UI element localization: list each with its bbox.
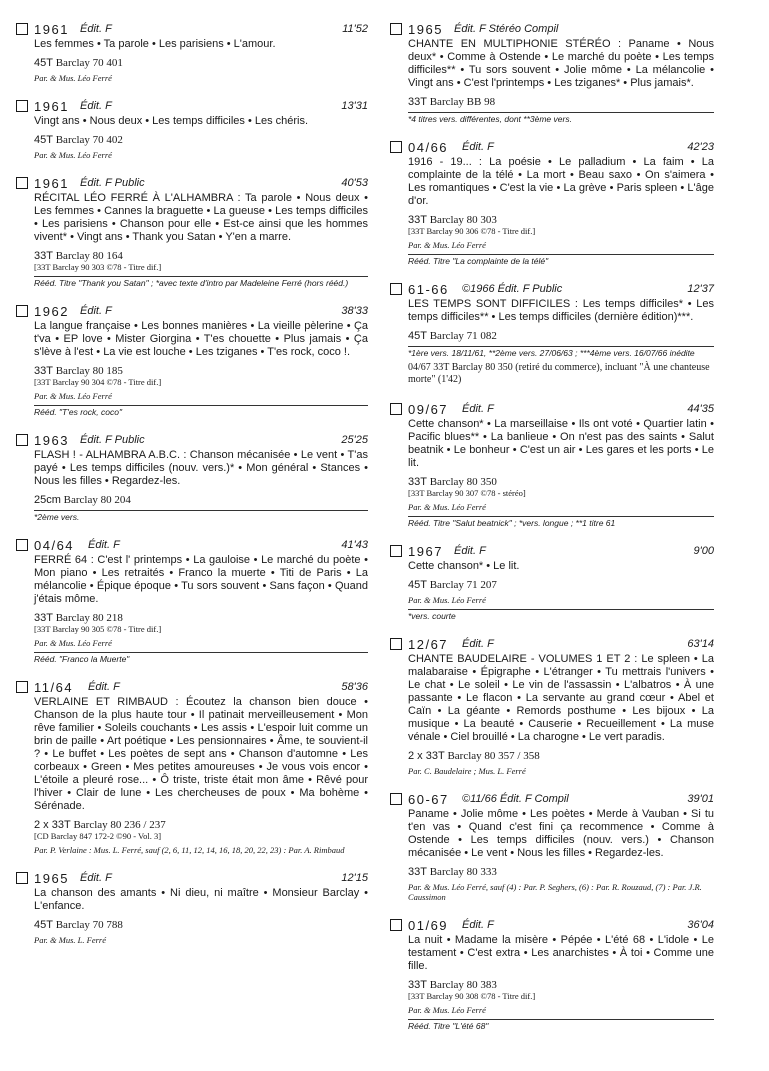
entry-year: 01/69 [408, 918, 449, 933]
entry-year: 11/64 [34, 680, 74, 695]
track-list: La nuit • Madame la misère • Pépée • L'été 68 • L'idole • Le testament • C'est extra • Les anarchistes • À toi • Comme une fille. [408, 934, 714, 972]
entry-edition: Édit. F [462, 638, 494, 650]
entry-duration: 58'36 [341, 681, 368, 693]
reissue-info: [33T Barclay 90 303 ©78 - Titre dif.] [34, 262, 162, 272]
track-list: FLASH ! - ALHAMBRA A.B.C. : Chanson mécanisée • Le vent • T'as payé • Les temps difficiles (nouv. vers.)* • Mon général • Stances • Nous les filles • Regardez-les. [34, 449, 368, 487]
discography-entry [16, 176, 368, 288]
format-type: 2 x 33T [34, 819, 71, 831]
footnote: Rééd. Titre "Thank you Satan" ; *avec texte d'intro par Madeleine Ferré (hors rééd.) [34, 276, 368, 288]
track-list: LES TEMPS SONT DIFFICILES : Les temps difficiles* • Les temps difficiles** • Les temps difficiles (dernière édition)***. [408, 298, 714, 323]
track-list: La chanson des amants • Ni dieu, ni maître • Monsieur Barclay • L'enfance. [34, 887, 368, 912]
entry-duration: 42'23 [687, 141, 714, 153]
reissue-info: [33T Barclay 90 308 ©78 - Titre dif.] [408, 991, 536, 1001]
entry-year: 12/67 [408, 637, 449, 652]
format-type: 2 x 33T [408, 750, 445, 762]
entry-header [390, 918, 714, 934]
entry-header [16, 871, 368, 887]
track-list: CHANTE EN MULTIPHONIE STÉRÉO : Paname • Nous deux* • Comme à Ostende • Le marché du poète • Les temps difficiles** • Tu sors souvent • Jolie môme • La mélancolie • Vingt ans • C'est l'printemps • Les tziganes* • Plus jamais*. [408, 38, 714, 89]
entry-duration: 25'25 [341, 434, 368, 446]
record-format [34, 250, 368, 262]
entry-edition: Édit. F Stéréo Compil [454, 23, 559, 35]
discography-entry [390, 792, 714, 902]
entry-header [16, 304, 368, 320]
entry-edition: Édit. F [80, 872, 112, 884]
credits: Par. & Mus. L. Ferré [34, 935, 107, 945]
footnote: Rééd. Titre "L'été 68" [408, 1019, 714, 1031]
record-format [408, 979, 714, 991]
entry-year: 1965 [408, 22, 443, 37]
catalog-number: Barclay 80 164 [55, 250, 123, 262]
credits: Par. P. Verlaine : Mus. L. Ferré, sauf (2, 6, 11, 12, 14, 16, 18, 20, 22, 23) : Par. A. Rimbaud [34, 845, 345, 855]
entry-edition: Édit. F [88, 681, 120, 693]
credits: Par. & Mus. Léo Ferré, sauf (4) : Par. P. Seghers, (6) : Par. R. Rouzaud, (7) : Par. J.R. Caussimon [408, 882, 702, 902]
track-list: RÉCITAL LÉO FERRÉ À L'ALHAMBRA : Ta parole • Nous deux • Les femmes • Cannes la braguette • La gueuse • Les temps difficiles • Les parisiens • Chanson pour elle • Est-ce ainsi que les hommes vivent* • Vingt ans • Thank you Satan • Y'en a marre. [34, 192, 368, 243]
entry-duration: 12'15 [341, 872, 368, 884]
entry-duration: 12'37 [687, 283, 714, 295]
catalog-number: Barclay 70 402 [55, 134, 123, 146]
credits: Par. & Mus. Léo Ferré [34, 391, 112, 401]
record-format [408, 866, 714, 878]
discography-entry [16, 433, 368, 522]
checkbox[interactable] [16, 100, 28, 112]
entry-duration: 13'31 [341, 100, 368, 112]
track-list: Paname • Jolie môme • Les poètes • Merde à Vauban • Si tu t'en vas • Quand c'est fini ça recommence • Comme à Ostende • Les temps difficiles (nouv. vers.) • Chanson mécanisée • Le vent • Nous les filles • Regardez-les. [408, 808, 714, 859]
entry-edition: ©11/66 Édit. F Compil [462, 793, 569, 805]
catalog-number: Barclay 80 333 [429, 866, 497, 878]
entry-edition: Édit. F [462, 919, 494, 931]
footnote: Rééd. Titre "Salut beatnick" ; *vers. longue ; **1 titre 61 [408, 516, 714, 528]
credits: Par. & Mus. Léo Ferré [408, 502, 486, 512]
format-type: 33T [408, 979, 427, 991]
format-type: 45T [34, 134, 53, 146]
catalog-number: Barclay 80 350 [429, 476, 497, 488]
reissue-info: [33T Barclay 90 306 ©78 - Titre dif.] [408, 226, 536, 236]
entry-edition: Édit. F [454, 545, 486, 557]
entry-header [16, 538, 368, 554]
checkbox[interactable] [16, 872, 28, 884]
format-type: 33T [408, 214, 427, 226]
format-type: 45T [34, 57, 53, 69]
record-format [408, 579, 714, 591]
entry-year: 60-67 [408, 792, 449, 807]
record-format [34, 612, 368, 624]
entry-year: 09/67 [408, 402, 449, 417]
entry-year: 1961 [34, 176, 69, 191]
track-list: Cette chanson* • Le lit. [408, 560, 520, 572]
record-format [34, 919, 368, 931]
entry-duration: 9'00 [693, 545, 714, 557]
entry-year: 1967 [408, 544, 443, 559]
entry-header [390, 140, 714, 156]
entry-edition: Édit. F [462, 403, 494, 415]
entry-header [16, 176, 368, 192]
reissue-info: [33T Barclay 90 304 ©78 - Titre dif.] [34, 377, 162, 387]
catalog-number: Barclay 80 204 [63, 494, 131, 506]
catalog-number: Barclay 70 401 [55, 57, 123, 69]
catalog-number: Barclay 80 185 [55, 365, 123, 377]
discography-entry [390, 402, 714, 528]
track-list: CHANTE BAUDELAIRE - VOLUMES 1 ET 2 : Le spleen • La malabaraise • Épigraphe • L'étranger • Tu mettrais l'univers • Le chat • Le soleil • Le vin de l'assassin • L'albatros • À une passante • Le flacon • La servante au grand cœur • Abel et Caïn • La géante • Remords posthume • Les bijoux • La musique • La beauté • Causerie • Recueillement • La muse vénale • Ciel brouillé • La charogne • Le vert paradis. [408, 653, 714, 743]
format-type: 33T [408, 96, 427, 108]
checkbox[interactable] [390, 403, 402, 415]
track-list: La langue française • Les bonnes manières • La vieille pèlerine • Ça t'va • EP love • Mister Giorgina • T'es chouette • Plus jamais • Ça s'lève à l'est • La vie est louche • Les tziganes • T'es rock, coco !. [34, 320, 368, 358]
checkbox[interactable] [390, 23, 402, 35]
entry-header [390, 637, 714, 653]
entry-header [16, 99, 368, 115]
format-type: 33T [34, 612, 53, 624]
checkbox[interactable] [16, 434, 28, 446]
entry-duration: 44'35 [687, 403, 714, 415]
entry-edition: Édit. F Public [80, 434, 145, 446]
entry-header [16, 433, 368, 449]
left-column [16, 22, 368, 961]
format-type: 33T [34, 365, 53, 377]
entry-edition: Édit. F [80, 100, 112, 112]
track-list: Vingt ans • Nous deux • Les temps difficiles • Les chéris. [34, 115, 309, 127]
reissue-info: [33T Barclay 90 307 ©78 - stéréo] [408, 488, 526, 498]
entry-duration: 40'53 [341, 177, 368, 189]
discography-entry [16, 99, 368, 160]
discography-entry [16, 22, 368, 83]
footnote: Rééd. "T'es rock, coco" [34, 405, 368, 417]
credits: Par. & Mus. Léo Ferré [34, 638, 112, 648]
checkbox[interactable] [16, 539, 28, 551]
footnote: *2ème vers. [34, 510, 368, 522]
discography-entry [390, 544, 714, 621]
footnote: *1ère vers. 18/11/61, **2ème vers. 27/06/63 ; ***4ème vers. 16/07/66 inédite [408, 346, 714, 358]
entry-edition: Édit. F [88, 539, 120, 551]
catalog-number: Barclay 71 207 [429, 579, 497, 591]
catalog-number: Barclay 71 082 [429, 330, 497, 342]
checkbox[interactable] [390, 545, 402, 557]
checkbox[interactable] [16, 305, 28, 317]
credits: Par. & Mus. Léo Ferré [34, 73, 112, 83]
checkbox[interactable] [16, 177, 28, 189]
entry-edition: ©1966 Édit. F Public [462, 283, 563, 295]
entry-year: 04/66 [408, 140, 449, 155]
entry-header [390, 544, 714, 560]
entry-edition: Édit. F [80, 305, 112, 317]
discography-entry [390, 282, 714, 386]
entry-duration: 41'43 [341, 539, 368, 551]
credits: Par. & Mus. Léo Ferré [408, 595, 486, 605]
entry-duration: 63'14 [687, 638, 714, 650]
entry-year: 1963 [34, 433, 69, 448]
footnote: *vers. courte [408, 609, 714, 621]
format-type: 33T [408, 866, 427, 878]
record-format [34, 365, 368, 377]
reissue-info: [33T Barclay 90 305 ©78 - Titre dif.] [34, 624, 162, 634]
entry-edition: Édit. F [462, 141, 494, 153]
discography-entry [16, 538, 368, 664]
track-list: VERLAINE ET RIMBAUD : Écoutez la chanson bien douce • Chanson de la plus haute tour • Il patinait merveilleusement • Mon rêve familier • Soleils couchants • Les assis • L'espoir luit comme un brin de paille • Art poétique • Les pensionnaires • Âme, te souvient-il ? • Le buffet • Les poètes de sept ans • Chanson d'automne • Les corbeaux • Green • Mes petites amoureuses • Je vous vois encor • L'étoile a pleuré rose... • Ô triste, triste était mon âme • Rêvé pour l'hiver • Clair de lune • Les chercheuses de poux • Ma bohème • Sérénade. [34, 696, 368, 812]
discography-entry [16, 871, 368, 945]
entry-header [390, 282, 714, 298]
entry-edition: Édit. F Public [80, 177, 145, 189]
checkbox[interactable] [390, 793, 402, 805]
format-type: 45T [408, 579, 427, 591]
entry-edition: Édit. F [80, 23, 112, 35]
catalog-number: Barclay 80 303 [429, 214, 497, 226]
entry-duration: 36'04 [687, 919, 714, 931]
record-format [34, 494, 368, 506]
checkbox[interactable] [390, 141, 402, 153]
entry-year: 1962 [34, 304, 69, 319]
discography-entry [390, 140, 714, 266]
entry-year: 1965 [34, 871, 69, 886]
checkbox[interactable] [16, 23, 28, 35]
entry-header [16, 22, 368, 38]
entry-header [16, 680, 368, 696]
right-column [390, 22, 714, 1047]
footnote: *4 titres vers. différentes, dont **3ème vers. [408, 112, 714, 124]
entry-duration: 39'01 [687, 793, 714, 805]
reissue-info: [CD Barclay 847 172-2 ©90 - Vol. 3] [34, 831, 162, 841]
format-type: 33T [34, 250, 53, 262]
record-format [34, 819, 368, 831]
record-format [408, 476, 714, 488]
track-list: 1916 - 19... : La poésie • Le palladium • La faim • La complainte de la télé • La mort • Beau saxo • On s'aimera • Les romantiques • C'est la vie • La grève • Paris spleen • L'âge d'or. [408, 156, 714, 207]
format-type: 45T [408, 330, 427, 342]
track-list: Cette chanson* • La marseillaise • Ils ont voté • Quartier latin • Pacific blues** • La banlieue • On n'est pas des saints • Salut beatnik • Le bonheur • C'est un air • Les gares et les ports • Le lit. [408, 418, 714, 469]
checkbox[interactable] [16, 681, 28, 693]
record-format [408, 214, 714, 226]
credits: Par. & Mus. Léo Ferré [34, 150, 112, 160]
discography-entry [390, 918, 714, 1031]
extra-release: 04/67 33T Barclay 80 350 (retiré du commerce), incluant "À une chanteuse morte" (1'42) [408, 362, 710, 385]
record-format [408, 330, 714, 342]
entry-duration: 38'33 [341, 305, 368, 317]
format-type: 33T [408, 476, 427, 488]
format-type: 25cm [34, 494, 61, 506]
footnote: Rééd. "Franco la Muerte" [34, 652, 368, 664]
record-format [34, 134, 368, 146]
checkbox[interactable] [390, 283, 402, 295]
discography-entry [16, 680, 368, 855]
record-format [408, 750, 714, 762]
catalog-number: Barclay 80 357 / 358 [447, 750, 540, 762]
format-type: 45T [34, 919, 53, 931]
catalog-number: Barclay 80 236 / 237 [73, 819, 166, 831]
record-format [408, 96, 714, 108]
entry-year: 04/64 [34, 538, 75, 553]
entry-year: 1961 [34, 99, 69, 114]
catalog-number: Barclay 80 383 [429, 979, 497, 991]
credits: Par. & Mus. Léo Ferré [408, 1005, 486, 1015]
entry-header [390, 402, 714, 418]
discography-entry [390, 22, 714, 124]
catalog-number: Barclay BB 98 [429, 96, 496, 108]
track-list: Les femmes • Ta parole • Les parisiens • L'amour. [34, 38, 276, 50]
entry-header [390, 22, 714, 38]
footnote: Rééd. Titre "La complainte de la télé" [408, 254, 714, 266]
credits: Par. & Mus. Léo Ferré [408, 240, 486, 250]
track-list: FERRÉ 64 : C'est l' printemps • La gauloise • Le marché du poète • Mon piano • Les retraités • Franco la muerte • Titi de Paris • La mélancolie • Épique époque • Tu sors souvent • Sans façon • Quand j'étais môme. [34, 554, 368, 605]
entry-year: 61-66 [408, 282, 449, 297]
catalog-number: Barclay 80 218 [55, 612, 123, 624]
entry-duration: 11'52 [342, 23, 368, 35]
entry-header [390, 792, 714, 808]
discography-entry [16, 304, 368, 417]
checkbox[interactable] [390, 638, 402, 650]
discography-entry [390, 637, 714, 776]
credits: Par. C. Baudelaire ; Mus. L. Ferré [408, 766, 526, 776]
entry-year: 1961 [34, 22, 69, 37]
record-format [34, 57, 368, 69]
catalog-number: Barclay 70 788 [55, 919, 123, 931]
checkbox[interactable] [390, 919, 402, 931]
